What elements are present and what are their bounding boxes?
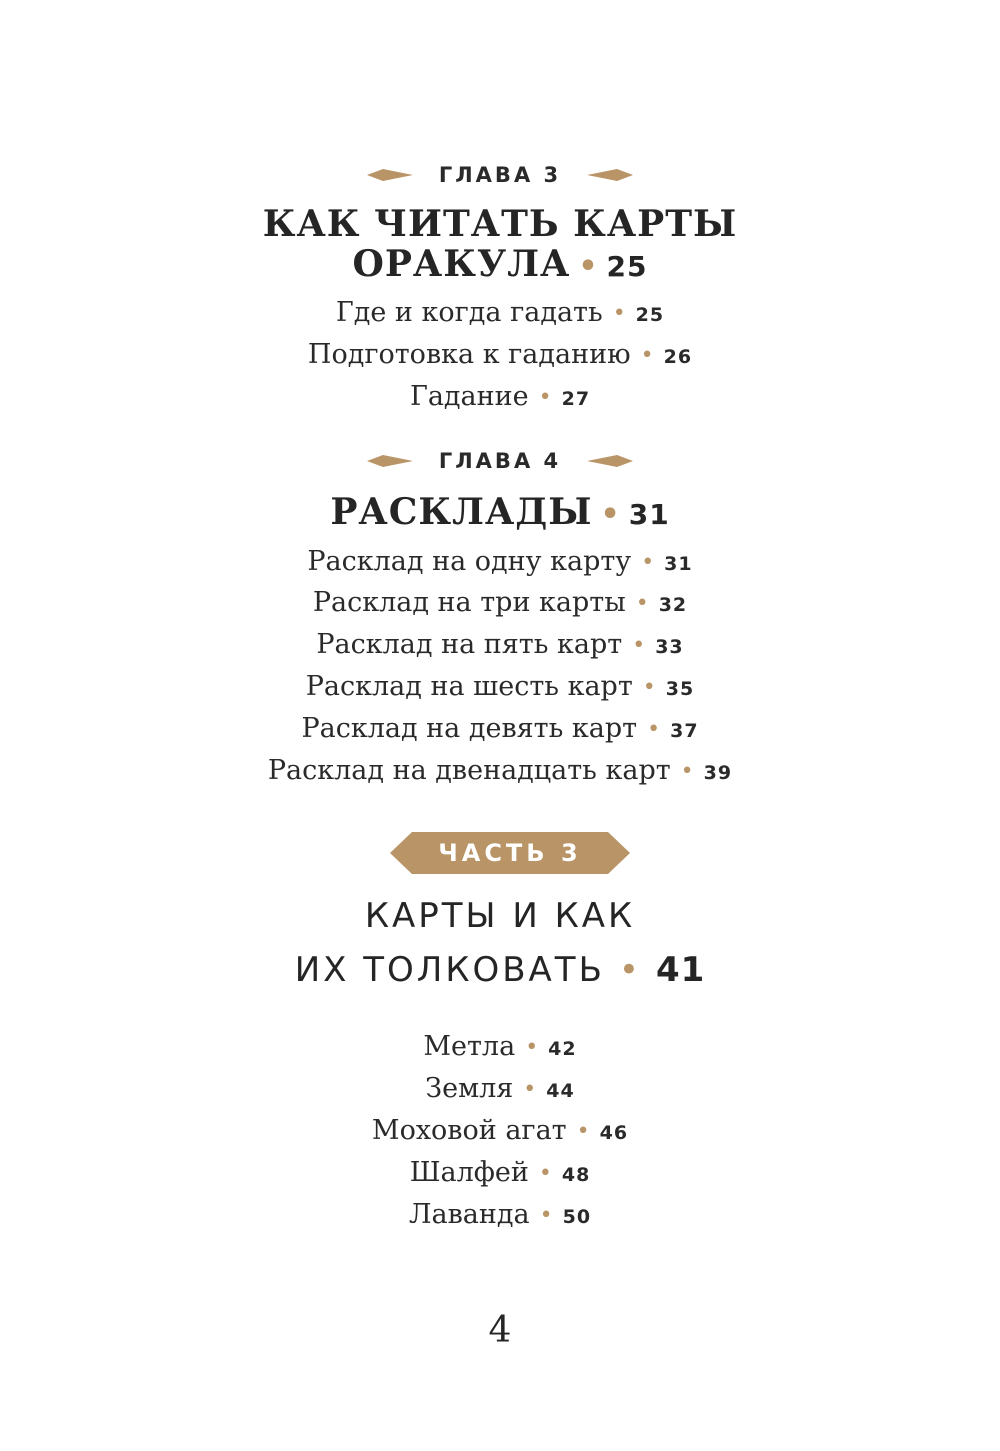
bullet-icon: • [538,1161,552,1186]
left-ornament-icon [367,168,413,182]
chapter-4-page: 31 [628,498,670,531]
chapter-4-label-row [0,446,1000,476]
bullet-icon: • [635,591,649,616]
entry-title: Моховой агат [371,1115,567,1146]
toc-entry [0,1156,1000,1192]
chapter-4-label: ГЛАВА 4 [438,449,562,473]
part-3-label: ЧАСТЬ 3 [438,839,582,867]
bullet-icon: • [539,1203,553,1228]
bullet-icon: • [525,1035,539,1060]
entry-page: 42 [548,1038,577,1060]
entry-page: 48 [561,1164,591,1186]
entry-title: Лаванда [408,1199,530,1230]
entry-title: Метла [423,1031,516,1062]
part-3-title-line2-row [0,950,1000,990]
entry-title: Расклад на пять карт [316,629,623,660]
entry-title: Расклад на девять карт [301,713,638,744]
entry-page: 44 [546,1080,575,1102]
toc-entry [0,545,1000,581]
part-3-badge [390,832,630,874]
toc-entry [0,1072,1000,1108]
toc-entry [0,338,1000,374]
bullet-icon: • [612,301,626,326]
entry-title: Шалфей [409,1157,529,1188]
entry-title: Расклад на одну карту [307,546,632,577]
entry-page: 25 [635,304,665,326]
bullet-icon: • [642,675,656,700]
bullet-icon: • [618,950,642,990]
toc-entry [0,1030,1000,1066]
entry-page: 31 [664,553,693,575]
chapter-3-label-row [0,160,1000,190]
page-number: 4 [488,1310,512,1351]
chapter-3-title-line1: КАК ЧИТАТЬ КАРТЫ [262,203,738,245]
entry-page: 32 [658,594,688,616]
entry-page: 39 [703,762,733,784]
bullet-icon: • [641,550,655,575]
bullet-icon: • [538,385,552,410]
toc-entry [0,628,1000,664]
bullet-icon: • [578,249,599,284]
part-3-page: 41 [655,950,706,990]
bullet-icon: • [640,343,654,368]
toc-entry [0,754,1000,790]
entry-title: Расклад на двенадцать карт [267,755,671,786]
right-ornament-icon [587,168,633,182]
bullet-icon: • [523,1077,537,1102]
bullet-icon: • [632,633,646,658]
toc-entry [0,670,1000,706]
bullet-icon: • [680,759,694,784]
bullet-icon: • [600,497,621,532]
entry-page: 26 [663,346,693,368]
left-ornament-icon [367,454,413,468]
entry-page: 37 [670,720,699,742]
bullet-icon: • [576,1119,590,1144]
entry-page: 27 [561,388,591,410]
chapter-3-label: ГЛАВА 3 [438,163,562,187]
chapter-3-title-line2: ОРАКУЛА [352,243,571,285]
part-3-title-line2: ИХ ТОЛКОВАТЬ [294,950,605,990]
toc-entry [0,1114,1000,1150]
bullet-icon: • [647,717,661,742]
toc-entry [0,380,1000,416]
entry-page: 35 [665,678,695,700]
toc-entry [0,296,1000,332]
entry-page: 46 [599,1122,629,1144]
toc-entry [0,1198,1000,1234]
toc-entry [0,586,1000,622]
entry-title: Расклад на шесть карт [305,671,633,702]
right-ornament-icon [587,454,633,468]
entry-title: Подготовка к гаданию [307,339,631,370]
chapter-4-title: РАСКЛАДЫ [330,491,593,533]
entry-title: Где и когда гадать [335,297,603,328]
chapter-3-page: 25 [606,250,648,283]
entry-title: Расклад на три карты [312,587,626,618]
entry-title: Гадание [409,381,529,412]
chapter-3-title-line2-row [0,244,1000,287]
entry-page: 50 [562,1206,592,1228]
entry-page: 33 [655,636,684,658]
part-3-title-line1: КАРТЫ И КАК [364,896,636,936]
entry-title: Земля [425,1073,514,1104]
toc-entry [0,712,1000,748]
chapter-4-title-row [0,492,1000,535]
